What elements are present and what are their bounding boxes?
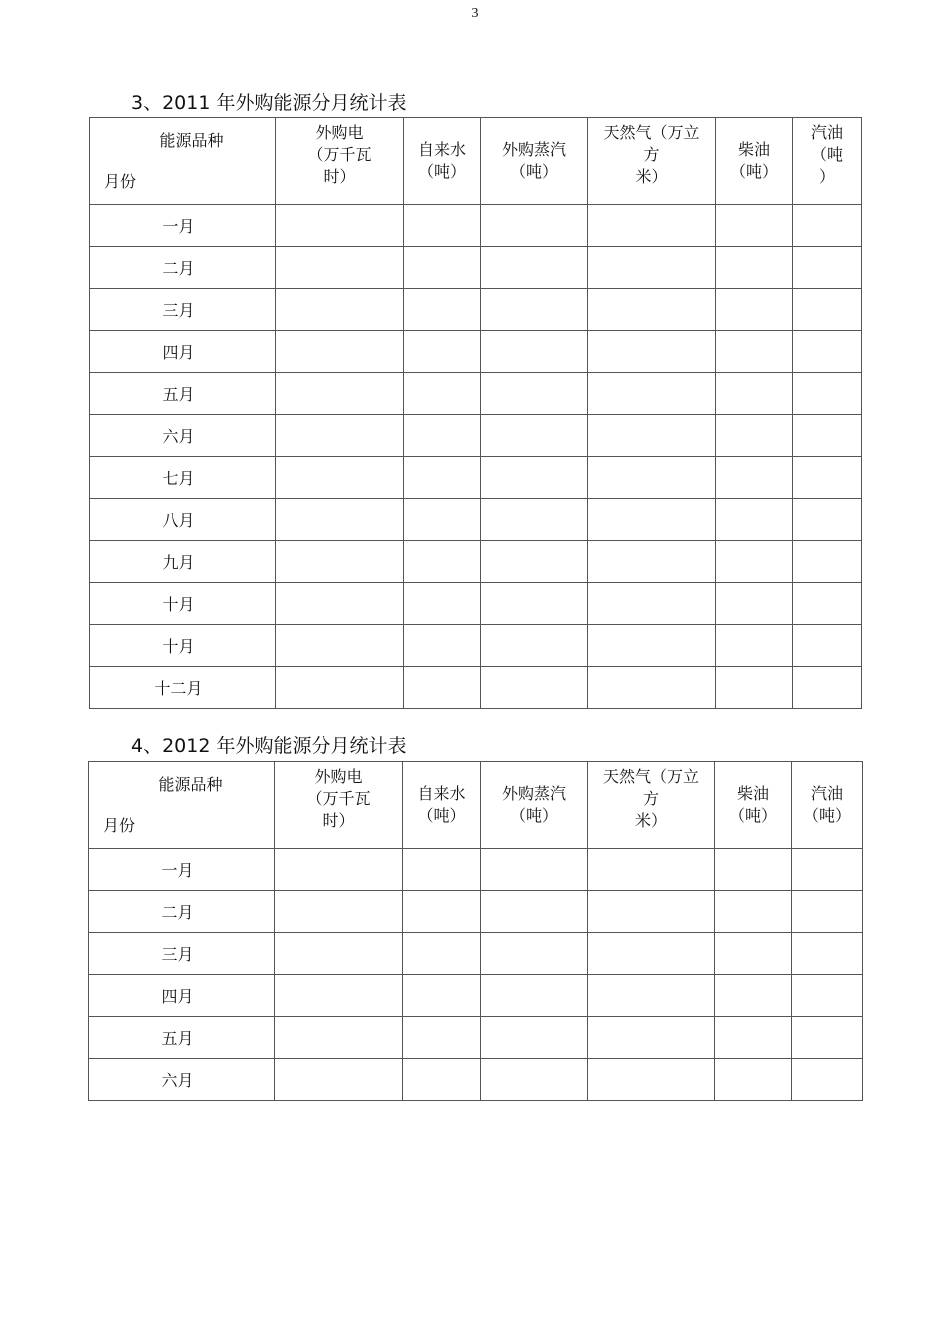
month-cell: 四月 bbox=[90, 331, 276, 373]
value-cell bbox=[715, 1059, 792, 1101]
value-cell bbox=[404, 205, 481, 247]
table-row bbox=[90, 289, 862, 331]
table-row bbox=[89, 849, 863, 891]
column-header-line: （吨） bbox=[417, 162, 466, 181]
value-cell bbox=[275, 933, 403, 975]
column-header bbox=[481, 118, 588, 205]
column-header-line: （吨） bbox=[802, 806, 851, 825]
value-cell bbox=[588, 849, 715, 891]
value-cell bbox=[715, 1017, 792, 1059]
column-header bbox=[403, 762, 481, 849]
value-cell bbox=[403, 891, 481, 933]
value-cell bbox=[276, 247, 404, 289]
value-cell bbox=[275, 891, 403, 933]
month-label: 月份 bbox=[103, 816, 136, 835]
value-cell bbox=[588, 541, 716, 583]
month-cell: 八月 bbox=[90, 499, 276, 541]
month-label: 月份 bbox=[104, 172, 137, 191]
value-cell bbox=[404, 373, 481, 415]
month-cell: 二月 bbox=[89, 891, 275, 933]
table-row bbox=[90, 457, 862, 499]
value-cell bbox=[481, 541, 588, 583]
value-cell bbox=[588, 933, 715, 975]
value-cell bbox=[276, 541, 404, 583]
value-cell bbox=[481, 975, 588, 1017]
value-cell bbox=[275, 975, 403, 1017]
value-cell bbox=[276, 289, 404, 331]
column-header-line: 外购蒸汽 bbox=[501, 784, 566, 803]
value-cell bbox=[276, 583, 404, 625]
table-row bbox=[90, 373, 862, 415]
value-cell bbox=[481, 667, 588, 709]
value-cell bbox=[481, 933, 588, 975]
table-row bbox=[89, 1059, 863, 1101]
value-cell bbox=[588, 1059, 715, 1101]
column-header-line: 自来水 bbox=[417, 784, 466, 803]
section-title-2012: 4、2012 年外购能源分月统计表 bbox=[131, 735, 407, 757]
month-cell: 二月 bbox=[90, 247, 276, 289]
column-header-line: 天然气（万立 bbox=[603, 123, 700, 142]
header-row bbox=[89, 762, 863, 849]
value-cell bbox=[588, 247, 716, 289]
column-header-line: （吨） bbox=[728, 806, 777, 825]
month-cell: 十二月 bbox=[90, 667, 276, 709]
column-header bbox=[481, 762, 588, 849]
table-row bbox=[90, 499, 862, 541]
table-row bbox=[89, 975, 863, 1017]
value-cell bbox=[792, 849, 863, 891]
value-cell bbox=[793, 247, 862, 289]
value-cell bbox=[481, 1017, 588, 1059]
column-header-line: ） bbox=[818, 167, 835, 186]
value-cell bbox=[793, 583, 862, 625]
value-cell bbox=[793, 541, 862, 583]
value-cell bbox=[715, 891, 792, 933]
month-cell: 九月 bbox=[90, 541, 276, 583]
month-cell: 五月 bbox=[90, 373, 276, 415]
value-cell bbox=[404, 247, 481, 289]
column-header bbox=[793, 118, 862, 205]
value-cell bbox=[276, 625, 404, 667]
value-cell bbox=[481, 331, 588, 373]
value-cell bbox=[716, 457, 793, 499]
value-cell bbox=[403, 933, 481, 975]
value-cell bbox=[404, 289, 481, 331]
value-cell bbox=[588, 205, 716, 247]
value-cell bbox=[716, 625, 793, 667]
column-header-line: 柴油 bbox=[736, 784, 769, 803]
value-cell bbox=[481, 205, 588, 247]
value-cell bbox=[793, 205, 862, 247]
corner-header-cell bbox=[89, 762, 275, 849]
table-row bbox=[90, 541, 862, 583]
value-cell bbox=[403, 1017, 481, 1059]
value-cell bbox=[715, 849, 792, 891]
value-cell bbox=[716, 667, 793, 709]
table-row bbox=[90, 667, 862, 709]
value-cell bbox=[793, 373, 862, 415]
table-row bbox=[89, 891, 863, 933]
month-cell: 六月 bbox=[89, 1059, 275, 1101]
value-cell bbox=[588, 1017, 715, 1059]
page-number: 3 bbox=[471, 6, 479, 21]
value-cell bbox=[716, 373, 793, 415]
value-cell bbox=[793, 415, 862, 457]
column-header-line: （吨） bbox=[417, 806, 466, 825]
column-header-line: 时） bbox=[323, 167, 356, 186]
value-cell bbox=[588, 499, 716, 541]
value-cell bbox=[481, 891, 588, 933]
value-cell bbox=[481, 583, 588, 625]
value-cell bbox=[792, 891, 863, 933]
column-header-line: 时） bbox=[322, 811, 355, 830]
section-title-2011: 3、2011 年外购能源分月统计表 bbox=[131, 92, 407, 114]
value-cell bbox=[276, 415, 404, 457]
value-cell bbox=[716, 205, 793, 247]
value-cell bbox=[276, 205, 404, 247]
value-cell bbox=[404, 667, 481, 709]
value-cell bbox=[793, 331, 862, 373]
value-cell bbox=[716, 331, 793, 373]
value-cell bbox=[481, 499, 588, 541]
table-row bbox=[90, 205, 862, 247]
table-row bbox=[90, 583, 862, 625]
value-cell bbox=[793, 667, 862, 709]
value-cell bbox=[403, 1059, 481, 1101]
column-header-line: 天然气（万立 bbox=[602, 767, 699, 786]
value-cell bbox=[403, 975, 481, 1017]
energy-table-2011 bbox=[89, 117, 862, 709]
value-cell bbox=[276, 373, 404, 415]
month-cell: 六月 bbox=[90, 415, 276, 457]
month-cell: 四月 bbox=[89, 975, 275, 1017]
column-header-line: 外购电 bbox=[315, 123, 364, 142]
column-header bbox=[588, 118, 716, 205]
value-cell bbox=[792, 933, 863, 975]
value-cell bbox=[481, 373, 588, 415]
value-cell bbox=[403, 849, 481, 891]
value-cell bbox=[276, 331, 404, 373]
column-header-line: 自来水 bbox=[417, 140, 466, 159]
column-header-line: （吨） bbox=[729, 162, 778, 181]
energy-table-2012 bbox=[88, 761, 863, 1101]
value-cell bbox=[792, 975, 863, 1017]
column-header-line: 汽油 bbox=[810, 123, 843, 142]
table-row bbox=[89, 933, 863, 975]
value-cell bbox=[404, 541, 481, 583]
value-cell bbox=[275, 1017, 403, 1059]
energy-type-label: 能源品种 bbox=[159, 131, 224, 150]
column-header bbox=[404, 118, 481, 205]
column-header bbox=[716, 118, 793, 205]
month-cell: 十月 bbox=[90, 625, 276, 667]
value-cell bbox=[404, 499, 481, 541]
value-cell bbox=[716, 415, 793, 457]
column-header bbox=[588, 762, 715, 849]
value-cell bbox=[715, 975, 792, 1017]
value-cell bbox=[716, 247, 793, 289]
month-cell: 三月 bbox=[90, 289, 276, 331]
column-header bbox=[275, 762, 403, 849]
month-cell: 一月 bbox=[89, 849, 275, 891]
value-cell bbox=[276, 457, 404, 499]
value-cell bbox=[793, 499, 862, 541]
value-cell bbox=[588, 583, 716, 625]
value-cell bbox=[481, 247, 588, 289]
value-cell bbox=[588, 331, 716, 373]
table-row bbox=[90, 415, 862, 457]
column-header-line: 方 bbox=[642, 789, 659, 808]
value-cell bbox=[588, 975, 715, 1017]
energy-type-label: 能源品种 bbox=[158, 775, 223, 794]
column-header-line: （吨 bbox=[810, 145, 843, 164]
header-row bbox=[90, 118, 862, 205]
column-header-line: 米） bbox=[635, 167, 668, 186]
month-cell: 三月 bbox=[89, 933, 275, 975]
month-cell: 十月 bbox=[90, 583, 276, 625]
column-header-line: 米） bbox=[634, 811, 667, 830]
value-cell bbox=[404, 457, 481, 499]
value-cell bbox=[715, 933, 792, 975]
value-cell bbox=[404, 415, 481, 457]
value-cell bbox=[404, 331, 481, 373]
value-cell bbox=[792, 1017, 863, 1059]
value-cell bbox=[276, 667, 404, 709]
value-cell bbox=[792, 1059, 863, 1101]
corner-header-cell bbox=[90, 118, 276, 205]
value-cell bbox=[275, 849, 403, 891]
value-cell bbox=[481, 415, 588, 457]
value-cell bbox=[404, 625, 481, 667]
column-header-line: 外购蒸汽 bbox=[501, 140, 566, 159]
month-cell: 七月 bbox=[90, 457, 276, 499]
value-cell bbox=[276, 499, 404, 541]
column-header-line: （吨） bbox=[509, 162, 558, 181]
column-header-line: 柴油 bbox=[737, 140, 770, 159]
value-cell bbox=[481, 625, 588, 667]
column-header bbox=[792, 762, 863, 849]
value-cell bbox=[588, 457, 716, 499]
column-header-line: 外购电 bbox=[314, 767, 363, 786]
value-cell bbox=[588, 667, 716, 709]
value-cell bbox=[793, 457, 862, 499]
month-cell: 一月 bbox=[90, 205, 276, 247]
table-row bbox=[90, 331, 862, 373]
value-cell bbox=[716, 541, 793, 583]
value-cell bbox=[716, 499, 793, 541]
value-cell bbox=[588, 289, 716, 331]
table-row bbox=[90, 625, 862, 667]
column-header bbox=[276, 118, 404, 205]
value-cell bbox=[275, 1059, 403, 1101]
column-header-line: 汽油 bbox=[810, 784, 843, 803]
value-cell bbox=[793, 625, 862, 667]
column-header bbox=[715, 762, 792, 849]
value-cell bbox=[588, 415, 716, 457]
value-cell bbox=[481, 457, 588, 499]
column-header-line: （万千瓦 bbox=[307, 145, 372, 164]
value-cell bbox=[793, 289, 862, 331]
column-header-line: 方 bbox=[643, 145, 660, 164]
table-row bbox=[90, 247, 862, 289]
value-cell bbox=[481, 1059, 588, 1101]
value-cell bbox=[481, 849, 588, 891]
value-cell bbox=[481, 289, 588, 331]
month-cell: 五月 bbox=[89, 1017, 275, 1059]
value-cell bbox=[716, 583, 793, 625]
value-cell bbox=[716, 289, 793, 331]
value-cell bbox=[588, 891, 715, 933]
column-header-line: （吨） bbox=[509, 806, 558, 825]
table-row bbox=[89, 1017, 863, 1059]
value-cell bbox=[588, 625, 716, 667]
value-cell bbox=[404, 583, 481, 625]
column-header-line: （万千瓦 bbox=[306, 789, 371, 808]
value-cell bbox=[588, 373, 716, 415]
